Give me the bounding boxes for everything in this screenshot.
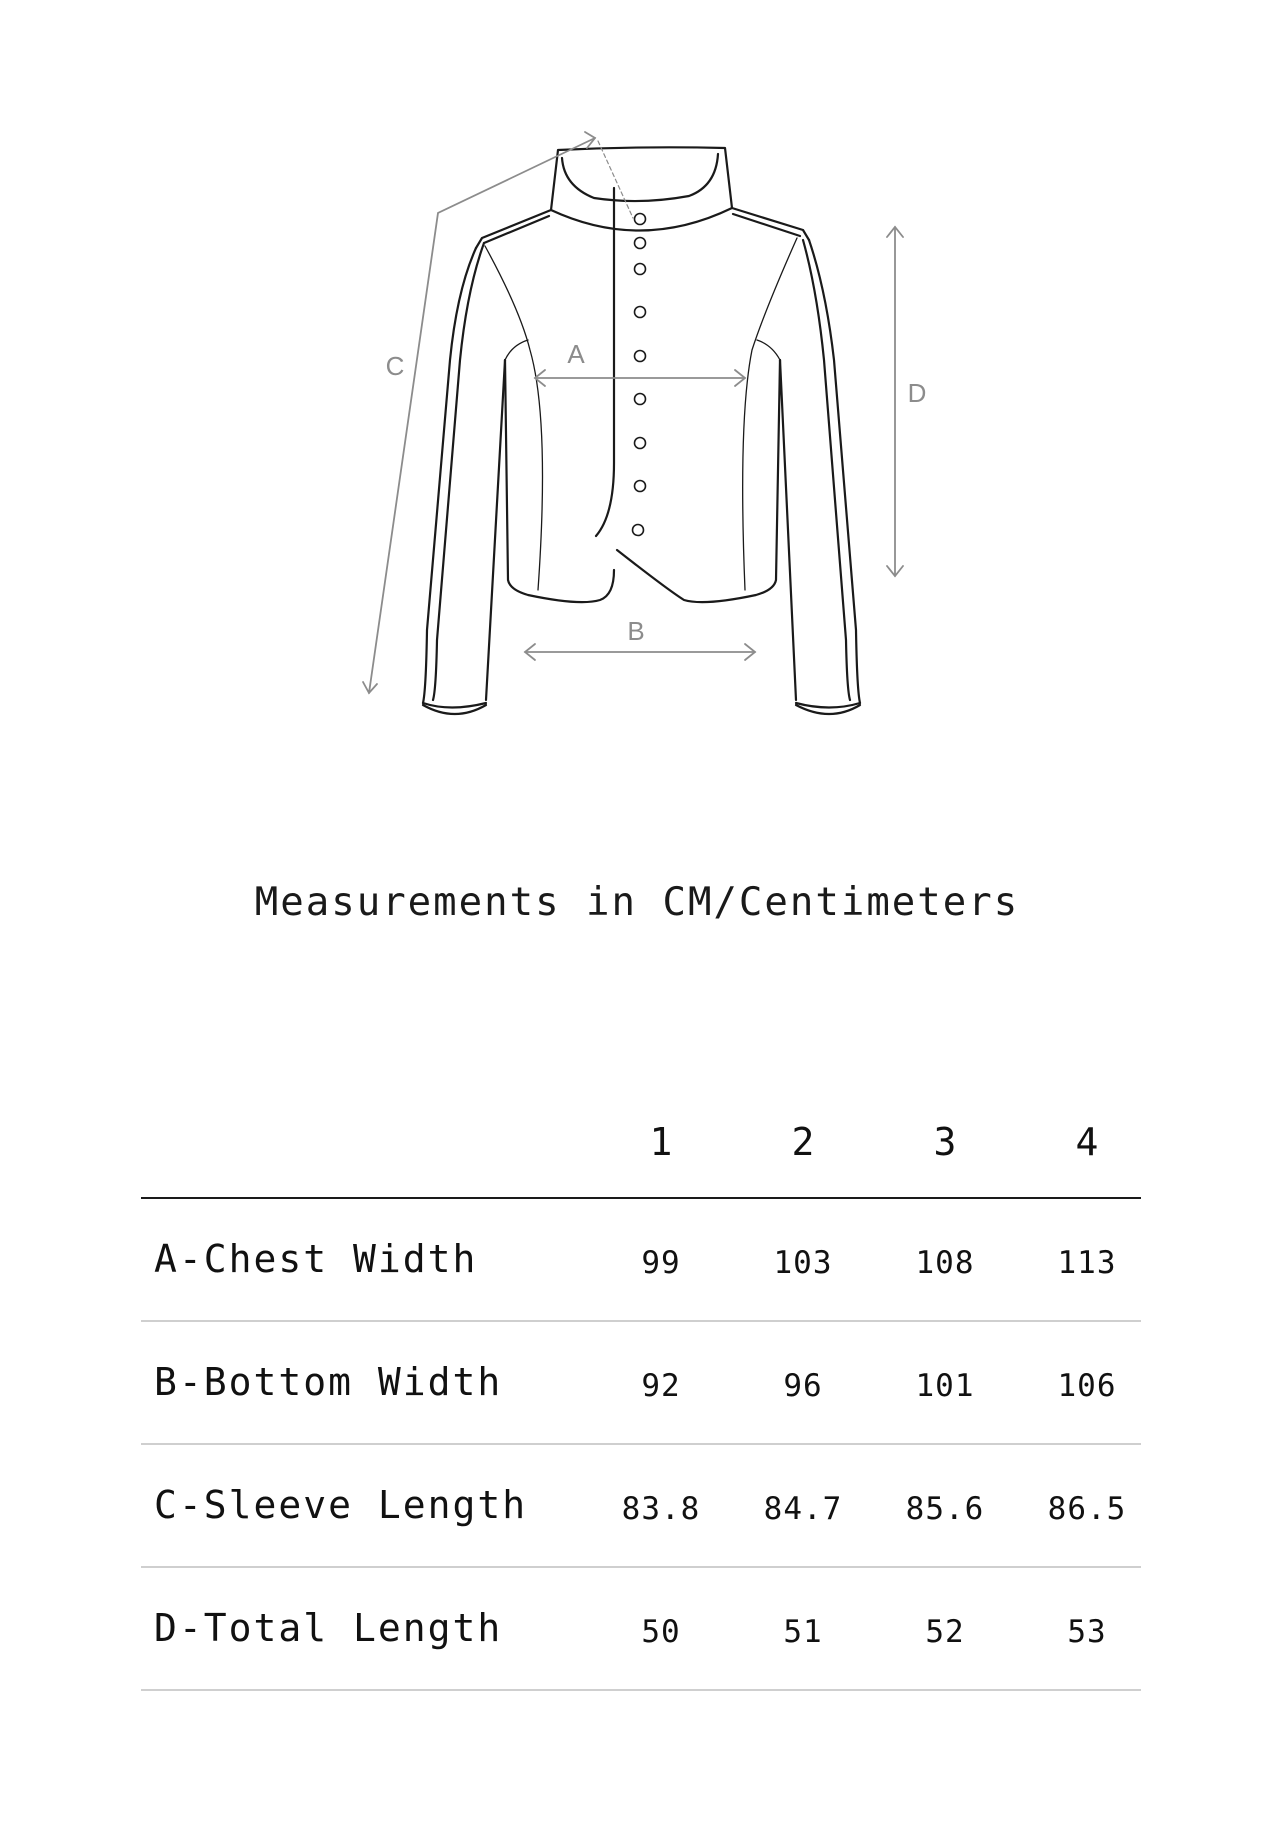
jacket-sketch-icon: [0, 0, 1274, 760]
column-header: 1: [649, 1120, 673, 1164]
table-cell: 53: [1067, 1614, 1107, 1650]
table-row: [141, 1568, 1141, 1691]
row-label: A-Chest Width: [154, 1237, 478, 1281]
table-cell: 50: [641, 1614, 681, 1650]
table-row: [141, 1445, 1141, 1568]
row-label: C-Sleeve Length: [154, 1483, 528, 1527]
size-chart-table: [141, 1100, 1141, 1691]
column-header: 4: [1075, 1120, 1099, 1164]
jacket-measurement-diagram: [0, 0, 1274, 760]
table-cell: 51: [783, 1614, 823, 1650]
row-label: D-Total Length: [154, 1606, 503, 1650]
dimension-label-a: A: [567, 339, 585, 369]
column-header: 2: [791, 1120, 815, 1164]
table-cell: 96: [783, 1368, 823, 1404]
dimension-label-b: B: [627, 616, 645, 646]
table-cell: 106: [1057, 1368, 1117, 1404]
column-header: 3: [933, 1120, 957, 1164]
table-cell: 84.7: [763, 1491, 843, 1527]
table-cell: 83.8: [621, 1491, 701, 1527]
row-label: B-Bottom Width: [154, 1360, 503, 1404]
table-cell: 101: [915, 1368, 975, 1404]
page-title: Measurements in CM/Centimeters: [254, 880, 1020, 925]
table-cell: 86.5: [1047, 1491, 1127, 1527]
table-cell: 113: [1057, 1245, 1117, 1281]
table-header: [141, 1100, 1141, 1199]
table-cell: 108: [915, 1245, 975, 1281]
table-row: [141, 1322, 1141, 1445]
table-cell: 92: [641, 1368, 681, 1404]
table-cell: 103: [773, 1245, 833, 1281]
table-cell: 52: [925, 1614, 965, 1650]
table-cell: 85.6: [905, 1491, 985, 1527]
table-cell: 99: [641, 1245, 681, 1281]
dimension-label-c: C: [385, 351, 405, 381]
table-row: [141, 1199, 1141, 1322]
dimension-label-d: D: [907, 378, 927, 408]
